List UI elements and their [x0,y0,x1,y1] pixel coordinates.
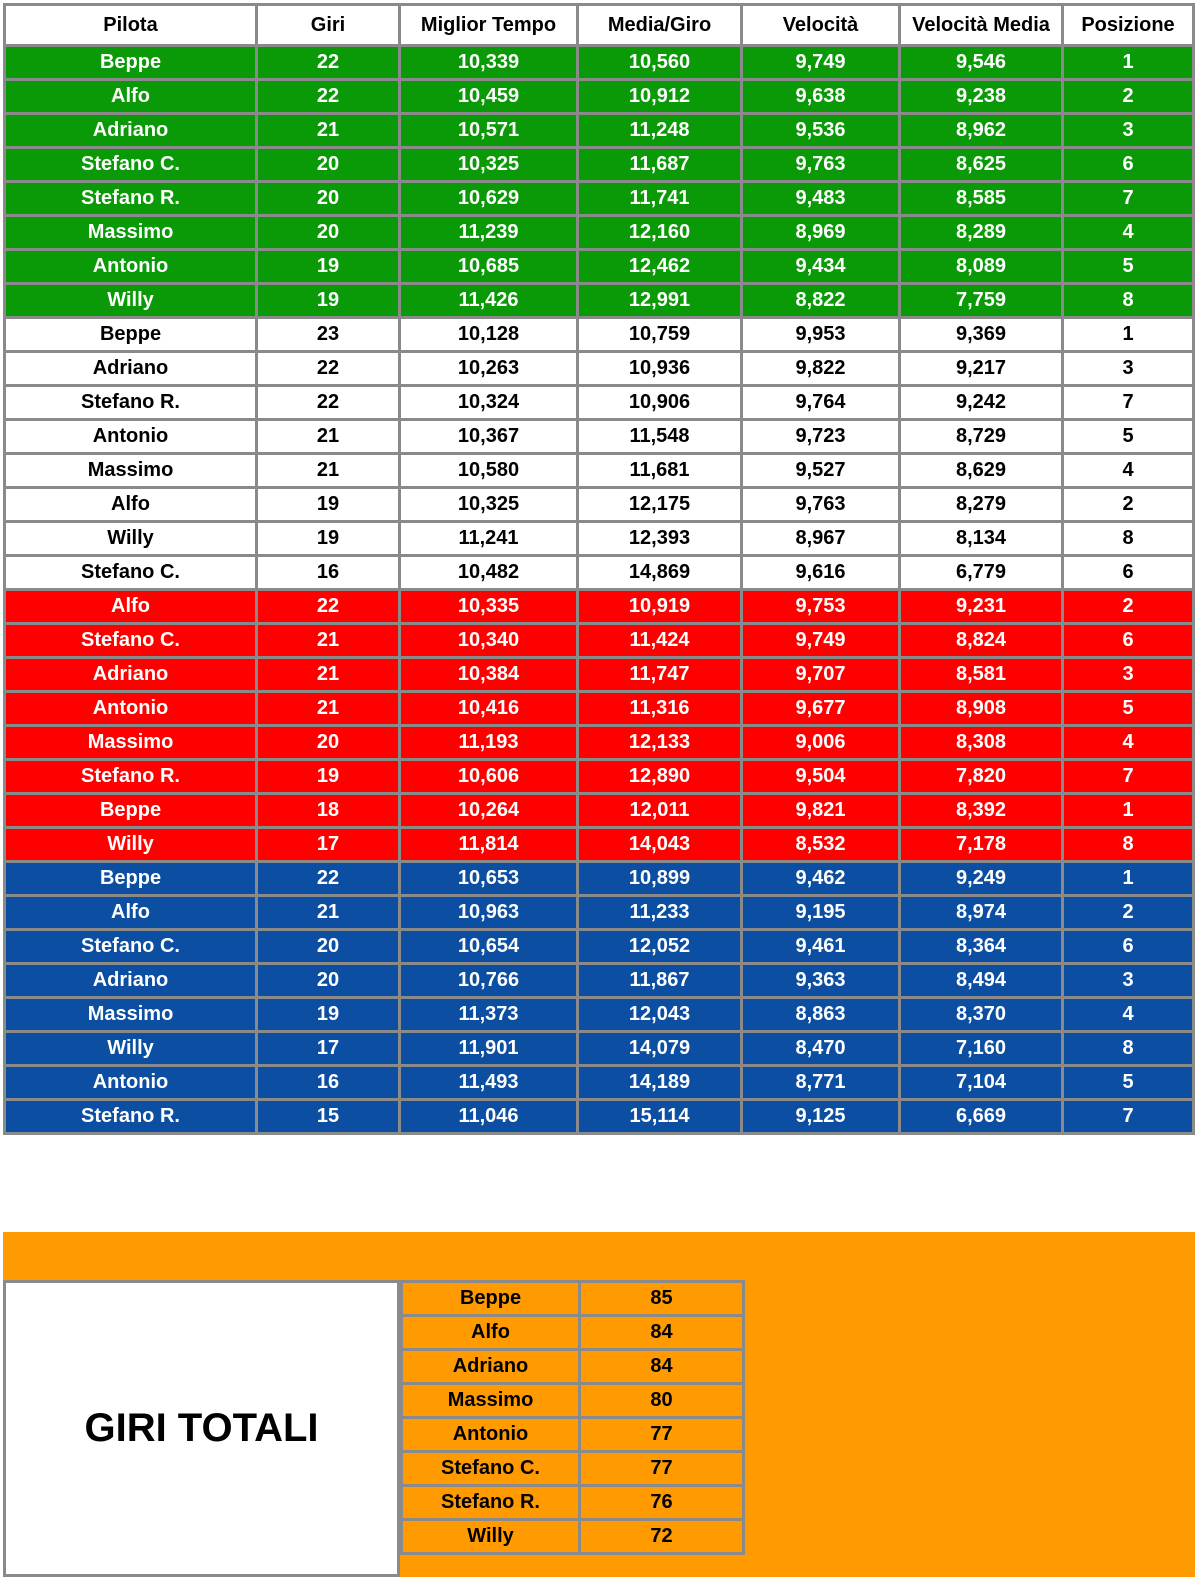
cell-posizione: 5 [1063,1066,1194,1100]
cell-miglior-tempo: 11,901 [400,1032,578,1066]
cell-media-giro: 11,233 [578,896,742,930]
totals-pilota: Stefano C. [402,1452,580,1486]
cell-velocita: 9,763 [742,488,900,522]
cell-velocita: 8,863 [742,998,900,1032]
cell-velocita: 9,363 [742,964,900,998]
cell-miglior-tempo: 11,373 [400,998,578,1032]
table-row [5,998,1194,1032]
cell-velocita-media: 8,625 [900,148,1063,182]
header-miglior-tempo: Miglior Tempo [400,5,578,46]
cell-media-giro: 11,687 [578,148,742,182]
cell-posizione: 3 [1063,964,1194,998]
table-row [5,148,1194,182]
cell-media-giro: 12,393 [578,522,742,556]
cell-pilota: Alfo [5,80,257,114]
cell-miglior-tempo: 10,325 [400,488,578,522]
cell-velocita: 9,638 [742,80,900,114]
cell-miglior-tempo: 11,814 [400,828,578,862]
cell-pilota: Stefano C. [5,624,257,658]
cell-pilota: Beppe [5,862,257,896]
cell-posizione: 7 [1063,182,1194,216]
cell-media-giro: 11,747 [578,658,742,692]
cell-velocita: 8,969 [742,216,900,250]
cell-giri: 23 [257,318,400,352]
cell-posizione: 4 [1063,216,1194,250]
cell-velocita: 9,753 [742,590,900,624]
cell-miglior-tempo: 10,571 [400,114,578,148]
table-row [5,352,1194,386]
cell-posizione: 3 [1063,352,1194,386]
cell-pilota: Antonio [5,420,257,454]
totals-pilota: Stefano R. [402,1486,580,1520]
cell-giri: 20 [257,930,400,964]
cell-miglior-tempo: 10,606 [400,760,578,794]
header-posizione: Posizione [1063,5,1194,46]
cell-miglior-tempo: 10,654 [400,930,578,964]
cell-velocita: 8,771 [742,1066,900,1100]
totals-giri: 72 [580,1520,744,1554]
cell-posizione: 2 [1063,80,1194,114]
cell-pilota: Adriano [5,658,257,692]
totals-body [402,1282,744,1554]
table-row [5,216,1194,250]
cell-pilota: Alfo [5,590,257,624]
cell-pilota: Beppe [5,46,257,80]
cell-posizione: 3 [1063,658,1194,692]
table-row [5,794,1194,828]
table-row [5,658,1194,692]
cell-giri: 18 [257,794,400,828]
totals-row [402,1350,744,1384]
cell-miglior-tempo: 10,325 [400,148,578,182]
cell-media-giro: 11,867 [578,964,742,998]
results-body [5,46,1194,1134]
cell-giri: 20 [257,216,400,250]
cell-posizione: 3 [1063,114,1194,148]
cell-miglior-tempo: 10,766 [400,964,578,998]
cell-miglior-tempo: 10,685 [400,250,578,284]
cell-miglior-tempo: 10,367 [400,420,578,454]
table-row [5,522,1194,556]
totals-label-box [3,1280,400,1577]
cell-giri: 19 [257,998,400,1032]
cell-velocita: 9,764 [742,386,900,420]
table-row [5,46,1194,80]
totals-giri: 77 [580,1418,744,1452]
totals-row [402,1418,744,1452]
cell-posizione: 6 [1063,148,1194,182]
cell-giri: 22 [257,862,400,896]
cell-giri: 19 [257,488,400,522]
cell-media-giro: 11,424 [578,624,742,658]
cell-media-giro: 10,906 [578,386,742,420]
cell-velocita: 9,195 [742,896,900,930]
cell-media-giro: 12,462 [578,250,742,284]
table-row [5,726,1194,760]
header-row [5,5,1194,46]
table-row [5,828,1194,862]
cell-posizione: 8 [1063,1032,1194,1066]
cell-velocita-media: 8,089 [900,250,1063,284]
cell-velocita: 8,822 [742,284,900,318]
cell-velocita-media: 8,908 [900,692,1063,726]
cell-velocita-media: 8,134 [900,522,1063,556]
cell-pilota: Massimo [5,454,257,488]
cell-posizione: 2 [1063,896,1194,930]
table-row [5,1032,1194,1066]
cell-giri: 22 [257,46,400,80]
table-row [5,318,1194,352]
table-row [5,930,1194,964]
cell-velocita-media: 6,779 [900,556,1063,590]
cell-velocita-media: 7,178 [900,828,1063,862]
cell-media-giro: 11,681 [578,454,742,488]
cell-giri: 21 [257,658,400,692]
cell-velocita: 9,821 [742,794,900,828]
cell-velocita-media: 8,308 [900,726,1063,760]
cell-media-giro: 11,316 [578,692,742,726]
table-row [5,964,1194,998]
cell-media-giro: 15,114 [578,1100,742,1134]
cell-velocita-media: 7,759 [900,284,1063,318]
table-row [5,80,1194,114]
cell-velocita: 9,822 [742,352,900,386]
cell-posizione: 4 [1063,726,1194,760]
table-row [5,896,1194,930]
cell-giri: 22 [257,80,400,114]
cell-giri: 19 [257,284,400,318]
totals-row [402,1316,744,1350]
cell-posizione: 8 [1063,828,1194,862]
cell-giri: 19 [257,760,400,794]
cell-media-giro: 12,133 [578,726,742,760]
cell-pilota: Adriano [5,964,257,998]
cell-velocita: 9,723 [742,420,900,454]
cell-miglior-tempo: 11,241 [400,522,578,556]
table-row [5,386,1194,420]
cell-velocita-media: 8,494 [900,964,1063,998]
cell-pilota: Antonio [5,250,257,284]
cell-giri: 16 [257,1066,400,1100]
table-row [5,488,1194,522]
cell-miglior-tempo: 10,263 [400,352,578,386]
cell-velocita-media: 8,392 [900,794,1063,828]
cell-velocita-media: 8,289 [900,216,1063,250]
totals-giri: 77 [580,1452,744,1486]
totals-giri: 84 [580,1350,744,1384]
cell-velocita-media: 6,669 [900,1100,1063,1134]
cell-pilota: Stefano C. [5,148,257,182]
table-row [5,624,1194,658]
cell-giri: 21 [257,420,400,454]
cell-velocita-media: 8,370 [900,998,1063,1032]
cell-pilota: Alfo [5,896,257,930]
cell-media-giro: 11,248 [578,114,742,148]
cell-pilota: Willy [5,1032,257,1066]
cell-velocita-media: 8,824 [900,624,1063,658]
cell-velocita: 9,616 [742,556,900,590]
table-row [5,556,1194,590]
totals-row [402,1384,744,1418]
totals-giri: 84 [580,1316,744,1350]
cell-giri: 22 [257,352,400,386]
cell-posizione: 7 [1063,386,1194,420]
cell-posizione: 1 [1063,862,1194,896]
header-velocita-media: Velocità Media [900,5,1063,46]
cell-media-giro: 12,011 [578,794,742,828]
header-giri: Giri [257,5,400,46]
cell-posizione: 2 [1063,590,1194,624]
cell-posizione: 5 [1063,250,1194,284]
header-velocita: Velocità [742,5,900,46]
cell-velocita: 9,434 [742,250,900,284]
cell-media-giro: 11,548 [578,420,742,454]
cell-miglior-tempo: 10,653 [400,862,578,896]
results-table [3,3,1195,1135]
totals-pilota: Massimo [402,1384,580,1418]
cell-pilota: Willy [5,828,257,862]
cell-velocita-media: 9,217 [900,352,1063,386]
cell-posizione: 1 [1063,794,1194,828]
table-row [5,182,1194,216]
cell-posizione: 6 [1063,930,1194,964]
cell-velocita: 9,006 [742,726,900,760]
cell-velocita: 9,677 [742,692,900,726]
table-row [5,862,1194,896]
cell-miglior-tempo: 11,239 [400,216,578,250]
cell-media-giro: 10,919 [578,590,742,624]
table-row [5,1066,1194,1100]
cell-pilota: Massimo [5,216,257,250]
cell-media-giro: 12,160 [578,216,742,250]
cell-posizione: 6 [1063,556,1194,590]
cell-velocita-media: 8,729 [900,420,1063,454]
cell-giri: 19 [257,250,400,284]
cell-giri: 21 [257,624,400,658]
cell-pilota: Stefano R. [5,760,257,794]
cell-giri: 21 [257,896,400,930]
cell-velocita-media: 8,581 [900,658,1063,692]
cell-velocita-media: 8,279 [900,488,1063,522]
cell-posizione: 1 [1063,318,1194,352]
totals-row [402,1520,744,1554]
cell-pilota: Stefano R. [5,386,257,420]
cell-velocita-media: 8,585 [900,182,1063,216]
cell-miglior-tempo: 10,416 [400,692,578,726]
totals-giri: 80 [580,1384,744,1418]
cell-velocita-media: 9,231 [900,590,1063,624]
cell-velocita: 9,749 [742,46,900,80]
table-row [5,114,1194,148]
totals-giri: 85 [580,1282,744,1316]
cell-media-giro: 14,079 [578,1032,742,1066]
cell-media-giro: 14,043 [578,828,742,862]
cell-pilota: Stefano C. [5,930,257,964]
cell-miglior-tempo: 10,963 [400,896,578,930]
cell-giri: 17 [257,1032,400,1066]
cell-miglior-tempo: 10,629 [400,182,578,216]
cell-miglior-tempo: 10,580 [400,454,578,488]
cell-media-giro: 12,043 [578,998,742,1032]
cell-giri: 22 [257,386,400,420]
cell-velocita-media: 8,974 [900,896,1063,930]
cell-miglior-tempo: 10,459 [400,80,578,114]
totals-pilota: Willy [402,1520,580,1554]
cell-miglior-tempo: 11,493 [400,1066,578,1100]
header-media-giro: Media/Giro [578,5,742,46]
cell-giri: 21 [257,454,400,488]
cell-velocita-media: 9,242 [900,386,1063,420]
cell-posizione: 8 [1063,522,1194,556]
cell-velocita: 9,461 [742,930,900,964]
cell-media-giro: 10,936 [578,352,742,386]
cell-posizione: 5 [1063,692,1194,726]
cell-media-giro: 10,899 [578,862,742,896]
totals-pilota: Beppe [402,1282,580,1316]
cell-media-giro: 10,912 [578,80,742,114]
cell-velocita: 9,763 [742,148,900,182]
cell-giri: 16 [257,556,400,590]
cell-posizione: 5 [1063,420,1194,454]
cell-posizione: 2 [1063,488,1194,522]
totals-pilota: Alfo [402,1316,580,1350]
table-row [5,760,1194,794]
cell-posizione: 4 [1063,454,1194,488]
cell-velocita-media: 8,364 [900,930,1063,964]
totals-giri: 76 [580,1486,744,1520]
cell-posizione: 8 [1063,284,1194,318]
cell-velocita: 9,527 [742,454,900,488]
cell-velocita-media: 8,629 [900,454,1063,488]
table-row [5,1100,1194,1134]
table-row [5,250,1194,284]
cell-pilota: Stefano C. [5,556,257,590]
cell-giri: 20 [257,726,400,760]
cell-media-giro: 10,759 [578,318,742,352]
cell-pilota: Massimo [5,998,257,1032]
cell-giri: 20 [257,964,400,998]
cell-giri: 21 [257,114,400,148]
table-row [5,692,1194,726]
cell-miglior-tempo: 10,339 [400,46,578,80]
cell-miglior-tempo: 10,264 [400,794,578,828]
cell-giri: 15 [257,1100,400,1134]
cell-pilota: Antonio [5,1066,257,1100]
cell-miglior-tempo: 10,340 [400,624,578,658]
table-row [5,590,1194,624]
cell-media-giro: 12,991 [578,284,742,318]
cell-giri: 20 [257,182,400,216]
cell-media-giro: 14,869 [578,556,742,590]
cell-pilota: Stefano R. [5,182,257,216]
cell-velocita: 8,470 [742,1032,900,1066]
totals-pilota: Adriano [402,1350,580,1384]
cell-pilota: Massimo [5,726,257,760]
cell-velocita-media: 9,249 [900,862,1063,896]
table-row [5,420,1194,454]
totals-table [400,1280,745,1555]
cell-velocita: 9,707 [742,658,900,692]
cell-pilota: Beppe [5,318,257,352]
cell-velocita-media: 9,238 [900,80,1063,114]
cell-posizione: 7 [1063,760,1194,794]
cell-giri: 20 [257,148,400,182]
cell-velocita-media: 7,820 [900,760,1063,794]
cell-posizione: 1 [1063,46,1194,80]
cell-media-giro: 12,890 [578,760,742,794]
cell-velocita: 8,532 [742,828,900,862]
cell-posizione: 6 [1063,624,1194,658]
cell-velocita: 9,536 [742,114,900,148]
totals-row [402,1452,744,1486]
cell-velocita: 9,462 [742,862,900,896]
totals-label: GIRI TOTALI [84,1406,319,1450]
cell-pilota: Beppe [5,794,257,828]
cell-velocita-media: 7,160 [900,1032,1063,1066]
cell-miglior-tempo: 10,324 [400,386,578,420]
cell-media-giro: 12,052 [578,930,742,964]
cell-media-giro: 14,189 [578,1066,742,1100]
cell-miglior-tempo: 10,128 [400,318,578,352]
cell-velocita: 9,483 [742,182,900,216]
cell-miglior-tempo: 10,482 [400,556,578,590]
table-row [5,454,1194,488]
cell-media-giro: 12,175 [578,488,742,522]
cell-media-giro: 10,560 [578,46,742,80]
cell-velocita-media: 9,369 [900,318,1063,352]
cell-velocita-media: 9,546 [900,46,1063,80]
totals-row [402,1282,744,1316]
cell-miglior-tempo: 11,193 [400,726,578,760]
cell-miglior-tempo: 10,335 [400,590,578,624]
cell-velocita-media: 8,962 [900,114,1063,148]
cell-posizione: 4 [1063,998,1194,1032]
cell-pilota: Antonio [5,692,257,726]
cell-pilota: Stefano R. [5,1100,257,1134]
cell-pilota: Adriano [5,114,257,148]
cell-giri: 21 [257,692,400,726]
cell-velocita: 8,967 [742,522,900,556]
cell-velocita: 9,125 [742,1100,900,1134]
cell-media-giro: 11,741 [578,182,742,216]
totals-row [402,1486,744,1520]
cell-velocita: 9,953 [742,318,900,352]
totals-pilota: Antonio [402,1418,580,1452]
cell-posizione: 7 [1063,1100,1194,1134]
header-pilota: Pilota [5,5,257,46]
cell-velocita-media: 7,104 [900,1066,1063,1100]
cell-miglior-tempo: 11,426 [400,284,578,318]
cell-miglior-tempo: 11,046 [400,1100,578,1134]
cell-pilota: Alfo [5,488,257,522]
cell-miglior-tempo: 10,384 [400,658,578,692]
cell-giri: 19 [257,522,400,556]
cell-giri: 22 [257,590,400,624]
table-row [5,284,1194,318]
cell-velocita: 9,749 [742,624,900,658]
cell-pilota: Willy [5,284,257,318]
cell-pilota: Willy [5,522,257,556]
cell-velocita: 9,504 [742,760,900,794]
cell-pilota: Adriano [5,352,257,386]
cell-giri: 17 [257,828,400,862]
